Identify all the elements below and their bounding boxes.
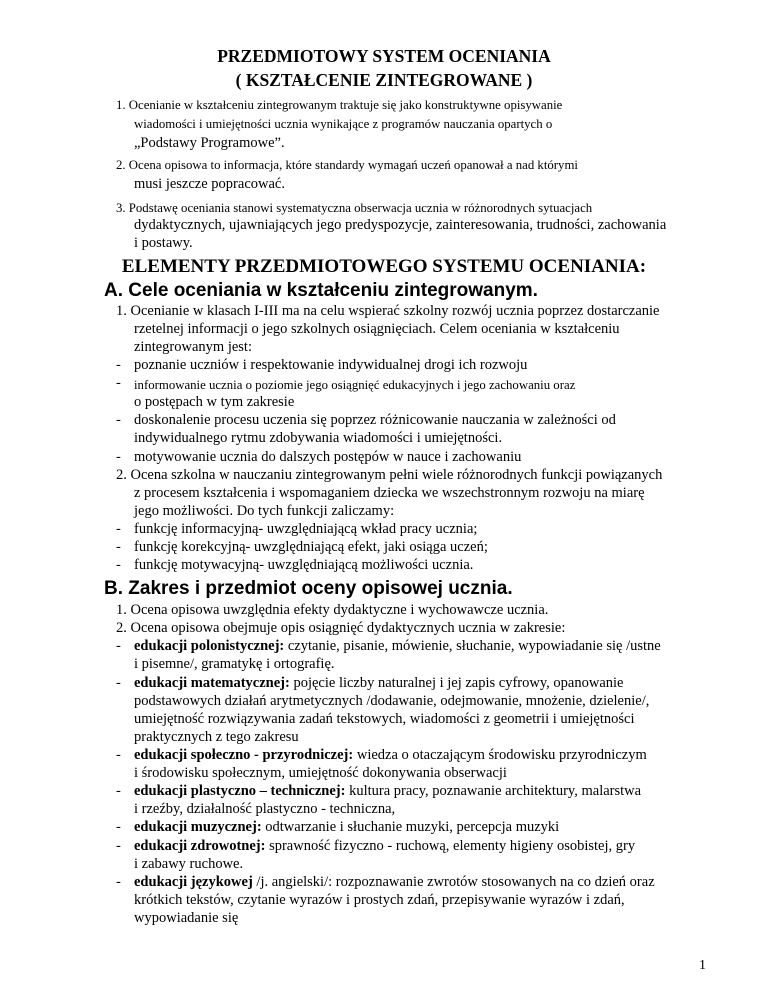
section-a-line-2: rzetelnej informacji o jego szkolnych osiągnięciach. Celem oceniania w kształceniu: [134, 321, 620, 337]
intro-2-line-2: musi jeszcze popracować.: [134, 176, 285, 192]
section-b-line-1: 1. Ocena opisowa uwzględnia efekty dydaktyczne i wychowawcze ucznia.: [116, 602, 549, 618]
section-a-bullet-7: funkcję motywacyjną- uwzględniającą możliwości ucznia.: [134, 557, 474, 573]
intro-1-line-3: „Podstawy Programowe”.: [134, 135, 285, 151]
section-a-bullet-6: funkcję korekcyjną- uwzględniającą efekt, jaki osiąga uczeń;: [134, 539, 488, 555]
document-title: PRZEDMIOTOWY SYSTEM OCENIANIA: [217, 46, 551, 66]
education-health: edukacji zdrowotnej: sprawność fizyczno - ruchową, elementy higieny osobistej, gry: [134, 838, 636, 854]
intro-2-line-1: 2. Ocena opisowa to informacja, które standardy wymagań uczeń opanował a nad którymi: [116, 158, 578, 172]
intro-3-line-2: dydaktycznych, ujawniających jego predyspozycje, zainteresowania, trudności, zachowania: [134, 217, 667, 233]
section-a-bullet-2a: informowanie ucznia o poziomie jego osiągnięć edukacyjnych i jego zachowaniu oraz: [134, 378, 576, 392]
section-a-bullet-4: motywowanie ucznia do dalszych postępów w nauce i zachowaniu: [134, 449, 522, 465]
education-language-cont-2: wypowiadanie się: [134, 910, 239, 926]
bullet-dash: -: [116, 375, 121, 391]
bullet-dash: -: [116, 357, 121, 373]
bullet-dash: -: [116, 819, 121, 835]
document-subtitle: ( KSZTAŁCENIE ZINTEGROWANE ): [235, 70, 533, 90]
bullet-dash: -: [116, 557, 121, 573]
section-b-heading: B. Zakres i przedmiot oceny opisowej ucznia.: [104, 578, 513, 599]
bullet-dash: -: [116, 412, 121, 428]
bullet-dash: -: [116, 747, 121, 763]
education-music-label: edukacji muzycznej:: [134, 819, 262, 835]
section-a-line-3: zintegrowanym jest:: [134, 339, 252, 355]
bullet-dash: -: [116, 539, 121, 555]
education-math-cont-2: umiejętność rozwiązywania zadań tekstowych, wiadomości z geometrii i umiejętności: [134, 711, 635, 727]
section-a-bullet-5: funkcję informacyjną- uwzględniającą wkład pracy ucznia;: [134, 521, 478, 537]
section-a-bullet-3b: indywidualnego rytmu zdobywania wiadomości i umiejętności.: [134, 430, 503, 446]
section-a-bullet-3a: doskonalenie procesu uczenia się poprzez różnicowanie nauczania w zależności od: [134, 412, 616, 428]
bullet-dash: -: [116, 838, 121, 854]
education-health-label: edukacji zdrowotnej:: [134, 838, 266, 854]
elements-heading: ELEMENTY PRZEDMIOTOWEGO SYSTEMU OCENIANIA:: [121, 256, 647, 277]
bullet-dash: -: [116, 449, 121, 465]
bullet-dash: -: [116, 675, 121, 691]
education-art-tech: edukacji plastyczno – technicznej: kultura pracy, poznawanie architektury, malarstwa: [134, 783, 642, 799]
bullet-dash: -: [116, 783, 121, 799]
education-math-cont-1: podstawowych działań arytmetycznych /dodawanie, odejmowanie, mnożenie, dzielenie/,: [134, 693, 650, 709]
education-art-tech-label: edukacji plastyczno – technicznej:: [134, 783, 346, 799]
section-a-line-6: jego możliwości. Do tych funkcji zaliczamy:: [134, 503, 395, 519]
intro-1-line-1: 1. Ocenianie w kształceniu zintegrowanym traktuje się jako konstruktywne opisywanie: [116, 98, 563, 112]
education-math-label: edukacji matematycznej:: [134, 675, 290, 691]
section-a-line-5: z procesem kształcenia i wspomaganiem dziecka we wszechstronnym rozwoju na miarę: [134, 485, 645, 501]
education-social-nature-cont: i środowisku społecznym, umiejętność dokonywania obserwacji: [134, 765, 507, 781]
education-language-cont-1: krótkich tekstów, czytanie wyrazów i prostych zdań, przepisywanie wyrazów i zdań,: [134, 892, 625, 908]
intro-3-line-3: i postawy.: [134, 235, 193, 251]
section-a-bullet-2b: o postępach w tym zakresie: [134, 394, 295, 410]
education-polish-cont: i pisemne/, gramatykę i ortografię.: [134, 656, 335, 672]
intro-1-line-2: wiadomości i umiejętności ucznia wynikające z programów nauczania opartych o: [134, 117, 553, 131]
education-language: edukacji językowej /j. angielski/: rozpoznawanie zwrotów stosowanych na co dzień oraz: [134, 874, 655, 890]
education-social-nature-label: edukacji społeczno - przyrodniczej:: [134, 747, 354, 763]
page-number: 1: [699, 958, 706, 973]
intro-3-line-1: 3. Podstawę oceniania stanowi systematyczna obserwacja ucznia w różnorodnych sytuacjach: [116, 201, 593, 215]
section-a-heading: A. Cele oceniania w kształceniu zintegrowanym.: [104, 280, 538, 301]
education-language-label: edukacji językowej: [134, 874, 253, 890]
section-a-line-1: 1. Ocenianie w klasach I-III ma na celu wspierać szkolny rozwój ucznia poprzez dostarczanie: [116, 303, 660, 319]
education-social-nature: edukacji społeczno - przyrodniczej: wiedza o otaczającym środowisku przyrodniczym: [134, 747, 647, 763]
education-math-cont-3: praktycznych z tego zakresu: [134, 729, 299, 745]
education-health-cont: i zabawy ruchowe.: [134, 856, 244, 872]
education-polish: edukacji polonistycznej: czytanie, pisanie, mówienie, słuchanie, wypowiadanie się /ustne: [134, 638, 661, 654]
bullet-dash: -: [116, 521, 121, 537]
education-polish-label: edukacji polonistycznej:: [134, 638, 285, 654]
bullet-dash: -: [116, 874, 121, 890]
bullet-dash: -: [116, 638, 121, 654]
section-b-line-2: 2. Ocena opisowa obejmuje opis osiągnięć dydaktycznych ucznia w zakresie:: [116, 620, 566, 636]
section-a-bullet-1: poznanie uczniów i respektowanie indywidualnej drogi ich rozwoju: [134, 357, 528, 373]
section-a-line-4: 2. Ocena szkolna w nauczaniu zintegrowanym pełni wiele różnorodnych funkcji powiązanych: [116, 467, 663, 483]
education-music: edukacji muzycznej: odtwarzanie i słuchanie muzyki, percepcja muzyki: [134, 819, 560, 835]
education-math: edukacji matematycznej: pojęcie liczby naturalnej i jej zapis cyfrowy, opanowanie: [134, 675, 624, 691]
education-art-tech-cont: i rzeźby, działalność plastyczno - techniczna,: [134, 801, 396, 817]
